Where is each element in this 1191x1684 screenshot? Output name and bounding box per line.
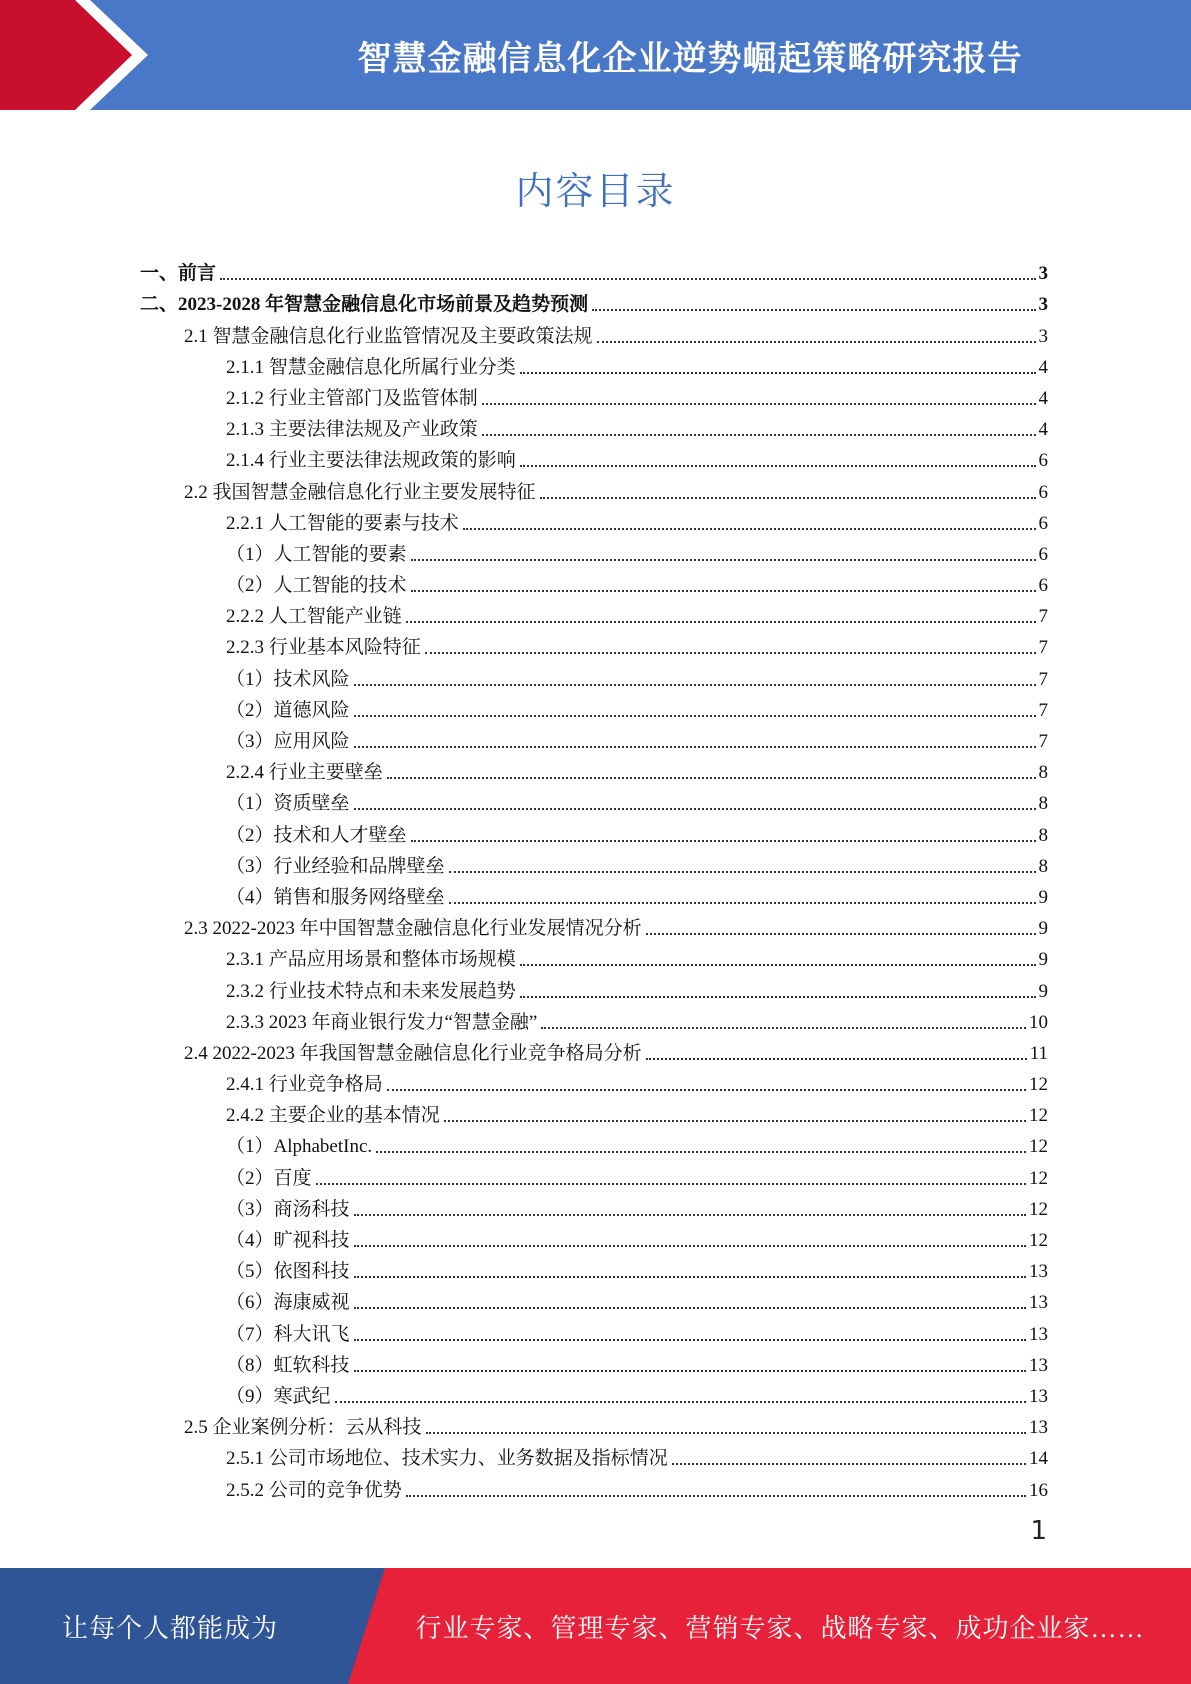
toc-entry-page: 7	[1038, 668, 1048, 690]
toc-entry-page: 8	[1038, 762, 1048, 784]
footer-slogan-left: 让每个人都能成为	[61, 1613, 278, 1643]
toc-entry[interactable]	[140, 784, 1048, 815]
toc-entry-page: 6	[1038, 512, 1048, 534]
toc-dot-leader	[220, 278, 1035, 280]
toc-dot-leader	[354, 1307, 1026, 1309]
toc-dot-leader	[426, 1432, 1026, 1434]
toc-dot-leader	[411, 590, 1036, 592]
toc-entry-label: 2.5.2 公司的竞争优势	[226, 1479, 402, 1501]
toc-dot-leader	[354, 746, 1036, 748]
toc-entry[interactable]	[140, 1439, 1048, 1470]
toc-entry-label: 2.3 2022-2023 年中国智慧金融信息化行业发展情况分析	[184, 918, 642, 940]
toc-entry[interactable]	[140, 254, 1048, 285]
toc-dot-leader	[520, 964, 1036, 966]
toc-dot-leader	[482, 434, 1036, 436]
header-banner	[0, 0, 1191, 110]
toc-entry-label: 2.5.1 公司市场地位、技术实力、业务数据及指标情况	[226, 1448, 668, 1470]
toc-entry-page: 12	[1029, 1105, 1048, 1127]
toc-entry[interactable]	[140, 659, 1048, 690]
toc-entry[interactable]	[140, 722, 1048, 753]
toc-entry-label: 2.2.4 行业主要壁垒	[226, 762, 383, 784]
toc-entry-page: 10	[1029, 1011, 1048, 1033]
toc-entry[interactable]	[140, 1252, 1048, 1283]
toc-entry[interactable]	[140, 847, 1048, 878]
toc-entry-page: 13	[1029, 1385, 1048, 1407]
toc-entry[interactable]	[140, 1470, 1048, 1501]
toc-entry[interactable]	[140, 316, 1048, 347]
toc-entry-label: （1）资质壁垒	[226, 793, 350, 815]
toc-dot-leader	[425, 652, 1036, 654]
toc-entry-page: 13	[1029, 1292, 1048, 1314]
toc-entry-label: （6）海康威视	[226, 1292, 350, 1314]
toc-entry-label: （2）人工智能的技术	[226, 575, 407, 597]
toc-entry-page: 7	[1038, 606, 1048, 628]
toc-entry[interactable]	[140, 1034, 1048, 1065]
toc-entry[interactable]	[140, 1221, 1048, 1252]
toc-dot-leader	[463, 528, 1036, 530]
toc-dot-leader	[672, 1463, 1026, 1465]
toc-entry-label: （2）百度	[226, 1167, 312, 1189]
toc-entry-label: （1）AlphabetInc.	[226, 1136, 373, 1158]
toc-entry[interactable]	[140, 597, 1048, 628]
toc-entry-page: 7	[1038, 731, 1048, 752]
toc-dot-leader	[449, 902, 1036, 904]
toc-entry-page: 16	[1029, 1479, 1048, 1501]
toc-entry-label: 2.2.1 人工智能的要素与技术	[226, 512, 459, 534]
toc-entry-page: 8	[1038, 855, 1048, 877]
toc-dot-leader	[354, 1276, 1026, 1278]
toc-dot-leader	[354, 715, 1036, 717]
toc-entry[interactable]	[140, 878, 1048, 909]
toc-entry-label: （4）销售和服务网络壁垒	[226, 886, 445, 908]
toc-dot-leader	[411, 840, 1036, 842]
toc-entry[interactable]	[140, 348, 1048, 379]
toc-entry-page: 13	[1029, 1261, 1048, 1283]
toc-entry[interactable]	[140, 815, 1048, 846]
toc-entry-label: 2.2.2 人工智能产业链	[226, 606, 402, 628]
toc-entry-page: 6	[1038, 481, 1048, 503]
toc-entry[interactable]	[140, 472, 1048, 503]
toc-dot-leader	[316, 1183, 1026, 1185]
toc-entry-page: 8	[1038, 793, 1048, 815]
toc-entry[interactable]	[140, 753, 1048, 784]
toc-entry-page: 9	[1038, 980, 1048, 1002]
toc-entry[interactable]	[140, 1283, 1048, 1314]
toc-dot-leader	[592, 309, 1035, 311]
toc-entry-page: 9	[1038, 918, 1048, 940]
toc-dot-leader	[354, 1245, 1026, 1247]
toc-entry-page: 3	[1038, 263, 1048, 285]
toc-entry-label: （1）人工智能的要素	[226, 543, 407, 565]
toc-dot-leader	[646, 1058, 1027, 1060]
toc-dot-leader	[449, 871, 1036, 873]
page-number: 1	[1030, 1516, 1047, 1546]
toc-dot-leader	[376, 1151, 1026, 1153]
toc-entry-page: 11	[1029, 1042, 1048, 1064]
toc-dot-leader	[482, 403, 1036, 405]
toc-entry-page: 12	[1029, 1198, 1048, 1220]
toc-dot-leader	[520, 372, 1036, 374]
toc-entry-label: 2.2 我国智慧金融信息化行业主要发展特征	[184, 481, 536, 503]
toc-entry[interactable]	[140, 1408, 1048, 1439]
toc-entry-label: 2.1 智慧金融信息化行业监管情况及主要政策法规	[184, 325, 593, 347]
report-title: 智慧金融信息化企业逆势崛起策略研究报告	[357, 38, 1023, 79]
toc-entry-page: 4	[1038, 387, 1048, 409]
toc-entry[interactable]	[140, 1127, 1048, 1158]
toc-dot-leader	[354, 808, 1036, 810]
toc-dot-leader	[354, 1214, 1026, 1216]
toc-entry[interactable]	[140, 410, 1048, 441]
toc-dot-leader	[540, 497, 1036, 499]
toc-entry-page: 8	[1038, 824, 1048, 846]
toc-entry[interactable]	[140, 971, 1048, 1002]
toc-entry-page: 12	[1029, 1136, 1048, 1158]
toc-entry-label: （3）应用风险	[226, 731, 350, 752]
toc-entry[interactable]	[140, 909, 1048, 940]
toc-entry-label: 2.2.3 行业基本风险特征	[226, 637, 421, 659]
toc-entry[interactable]	[140, 1065, 1048, 1096]
toc-dot-leader	[541, 1027, 1026, 1029]
toc-entry[interactable]	[140, 1314, 1048, 1345]
toc-entry-label: （3）行业经验和品牌壁垒	[226, 855, 445, 877]
toc-entry[interactable]	[140, 504, 1048, 535]
toc-entry[interactable]	[140, 1003, 1048, 1034]
toc-heading: 内容目录	[515, 169, 676, 213]
toc-entry-label: 2.5 企业案例分析：云从科技	[184, 1417, 422, 1439]
toc-dot-leader	[520, 996, 1036, 998]
toc-entry-page: 7	[1038, 637, 1048, 659]
toc-entry-label: （2）道德风险	[226, 699, 350, 721]
toc-entry-label: （7）科大讯飞	[226, 1323, 350, 1345]
toc-dot-leader	[406, 1495, 1026, 1497]
footer-slogan-right: 行业专家、管理专家、营销专家、战略专家、成功企业家……	[415, 1613, 1145, 1643]
table-of-contents	[140, 254, 1048, 1502]
toc-entry-page: 9	[1038, 886, 1048, 908]
toc-entry[interactable]	[140, 1377, 1048, 1408]
toc-entry-label: 2.4.2 主要企业的基本情况	[226, 1105, 440, 1127]
toc-entry-label: 2.1.3 主要法律法规及产业政策	[226, 419, 478, 441]
toc-entry[interactable]	[140, 628, 1048, 659]
toc-dot-leader	[387, 777, 1036, 779]
toc-entry-page: 6	[1038, 450, 1048, 472]
toc-dot-leader	[335, 1401, 1026, 1403]
toc-entry[interactable]	[140, 535, 1048, 566]
toc-dot-leader	[406, 621, 1036, 623]
toc-entry-page: 9	[1038, 949, 1048, 971]
toc-entry-label: （1）技术风险	[226, 668, 350, 690]
toc-entry-label: 2.1.2 行业主管部门及监管体制	[226, 387, 478, 409]
toc-entry-label: 2.1.1 智慧金融信息化所属行业分类	[226, 356, 516, 378]
toc-dot-leader	[411, 559, 1036, 561]
toc-entry[interactable]	[140, 1190, 1048, 1221]
toc-entry-label: 2.3.1 产品应用场景和整体市场规模	[226, 949, 516, 971]
toc-entry-label: 2.1.4 行业主要法律法规政策的影响	[226, 450, 516, 472]
toc-entry[interactable]	[140, 566, 1048, 597]
toc-entry-label: 2.4 2022-2023 年我国智慧金融信息化行业竞争格局分析	[184, 1042, 642, 1064]
footer-banner	[0, 1568, 1191, 1684]
toc-entry[interactable]	[140, 285, 1048, 316]
toc-entry-label: （5）依图科技	[226, 1261, 350, 1283]
toc-dot-leader	[354, 684, 1036, 686]
toc-entry-label: 2.4.1 行业竞争格局	[226, 1074, 383, 1096]
toc-entry-label: 2.3.2 行业技术特点和未来发展趋势	[226, 980, 516, 1002]
toc-entry-page: 4	[1038, 419, 1048, 441]
toc-entry-page: 12	[1029, 1167, 1048, 1189]
toc-dot-leader	[354, 1339, 1026, 1341]
toc-entry-page: 14	[1029, 1448, 1048, 1470]
toc-entry-page: 13	[1029, 1323, 1048, 1345]
toc-dot-leader	[646, 933, 1036, 935]
toc-dot-leader	[387, 1089, 1026, 1091]
toc-entry[interactable]	[140, 940, 1048, 971]
toc-entry-page: 4	[1038, 356, 1048, 378]
toc-dot-leader	[354, 1370, 1026, 1372]
toc-dot-leader	[520, 465, 1036, 467]
toc-entry-page: 12	[1029, 1230, 1048, 1251]
toc-entry-page: 12	[1029, 1074, 1048, 1096]
toc-entry-page: 6	[1038, 575, 1048, 597]
toc-entry[interactable]	[140, 1096, 1048, 1127]
toc-entry[interactable]	[140, 691, 1048, 722]
toc-entry-label: 2.3.3 2023 年商业银行发力“智慧金融”	[226, 1011, 538, 1033]
toc-entry[interactable]	[140, 379, 1048, 410]
toc-entry-label: （3）商汤科技	[226, 1198, 350, 1220]
toc-entry[interactable]	[140, 1158, 1048, 1189]
toc-entry-label: 二、2023-2028 年智慧金融信息化市场前景及趋势预测	[140, 294, 589, 316]
toc-entry[interactable]	[140, 1346, 1048, 1377]
toc-entry-label: （2）技术和人才壁垒	[226, 824, 407, 846]
toc-entry-label: （8）虹软科技	[226, 1354, 350, 1376]
toc-entry-page: 3	[1038, 325, 1048, 347]
toc-entry-label: 一、前言	[140, 263, 217, 285]
toc-entry-page: 3	[1038, 294, 1048, 316]
toc-entry-page: 13	[1029, 1417, 1048, 1439]
toc-entry[interactable]	[140, 441, 1048, 472]
toc-dot-leader	[444, 1120, 1026, 1122]
toc-entry-page: 13	[1029, 1354, 1048, 1376]
toc-dot-leader	[597, 341, 1036, 343]
toc-entry-label: （4）旷视科技	[226, 1230, 350, 1251]
toc-entry-page: 6	[1038, 543, 1048, 565]
toc-entry-label: （9）寒武纪	[226, 1385, 331, 1407]
toc-entry-page: 7	[1038, 699, 1048, 721]
